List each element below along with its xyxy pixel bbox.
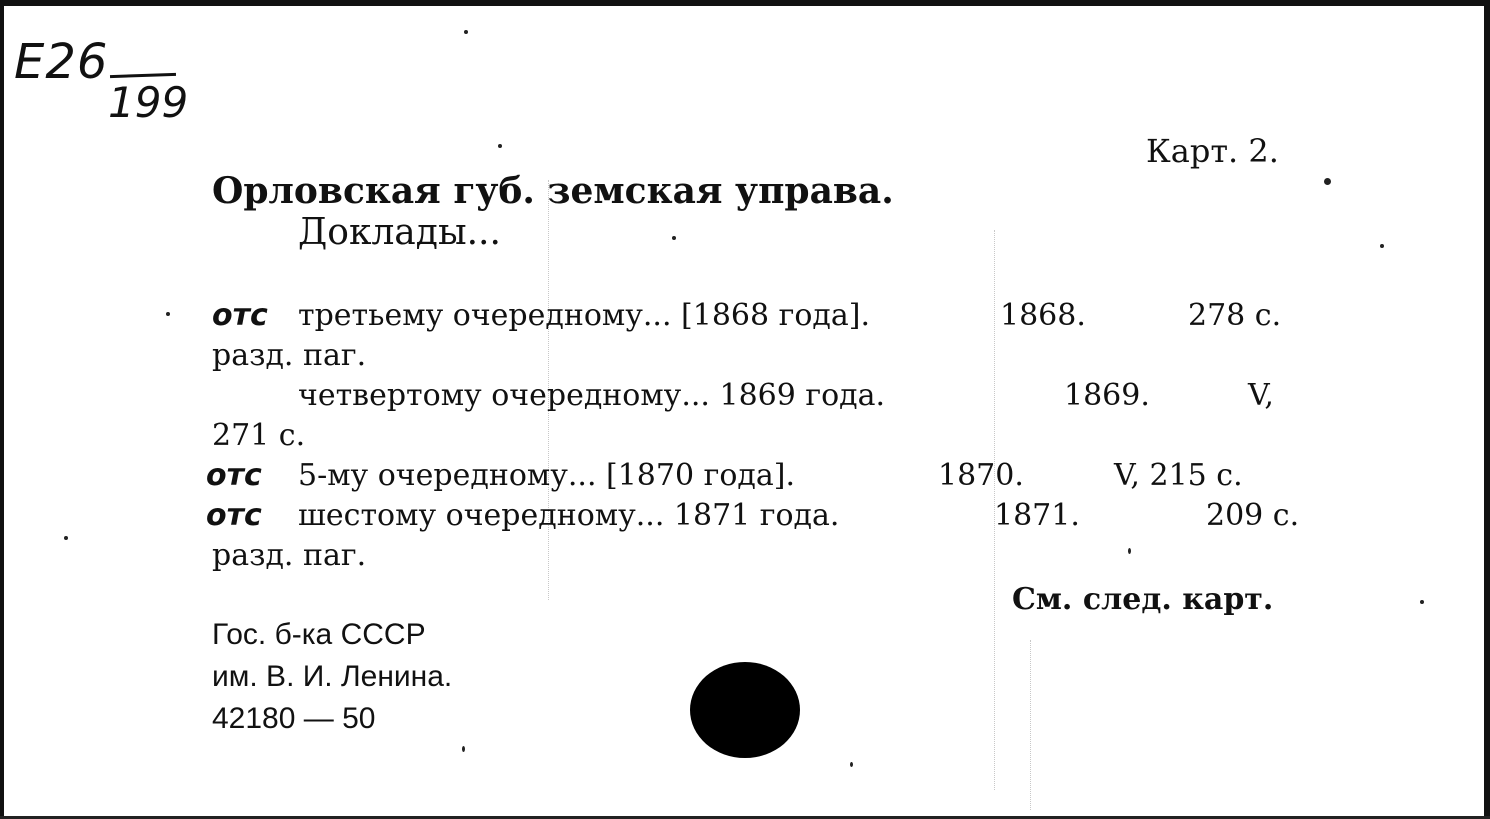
print-number: 42180 — 50 [212,702,376,735]
entry-year: 1868. [1000,298,1086,333]
entry-year: 1871. [994,498,1080,533]
ink-speck [1380,244,1384,248]
card-edge-right [1484,0,1490,819]
faint-ruling [1030,640,1031,810]
ink-speck [498,144,502,148]
subheading: Доклады... [298,212,501,253]
card-edge-top [0,0,1490,6]
ink-speck [462,746,465,752]
ink-speck [464,30,468,34]
entry-year: 1870. [938,458,1024,493]
entry-note: разд. паг. [212,338,367,373]
card-punch-hole [690,662,800,758]
entry-pages: 278 с. [1188,298,1282,333]
entry-stamp-mark: отс [206,458,262,493]
card-number: Карт. 2. [1146,132,1279,170]
ink-speck [1324,178,1331,185]
entry-text: 5-му очередному... [1870 года]. [298,458,795,493]
entry-stamp-mark: отс [212,298,268,333]
ink-speck [64,536,68,540]
entry-year: 1869. [1064,378,1150,413]
handwritten-shelfmark [14,34,189,127]
ink-speck [672,236,676,240]
ink-speck [1128,548,1131,554]
shelfmark-top: E26 [14,34,109,90]
ink-speck [1420,600,1424,604]
ink-speck [850,762,853,767]
heading: Орловская губ. земская управа. [212,170,894,212]
ink-speck [166,312,170,316]
library-dedication: им. В. И. Ленина. [212,660,453,693]
entry-text: четвертому очередному... 1869 года. [298,378,886,413]
entry-pages: V, [1248,378,1274,413]
library-name: Гос. б-ка СССР [212,618,426,651]
entry-pages: V, 215 с. [1114,458,1243,493]
entry-stamp-mark: отс [206,498,262,533]
entry-note: 271 с. [212,418,306,453]
card-edge-left [0,0,4,819]
entry-text: шестому очередному... 1871 года. [298,498,840,533]
see-next-card: См. след. карт. [1012,582,1274,617]
entry-pages: 209 с. [1206,498,1300,533]
entry-text: третьему очередному... [1868 года]. [298,298,870,333]
entry-note: разд. паг. [212,538,367,573]
shelfmark-bottom: 199 [108,78,189,127]
